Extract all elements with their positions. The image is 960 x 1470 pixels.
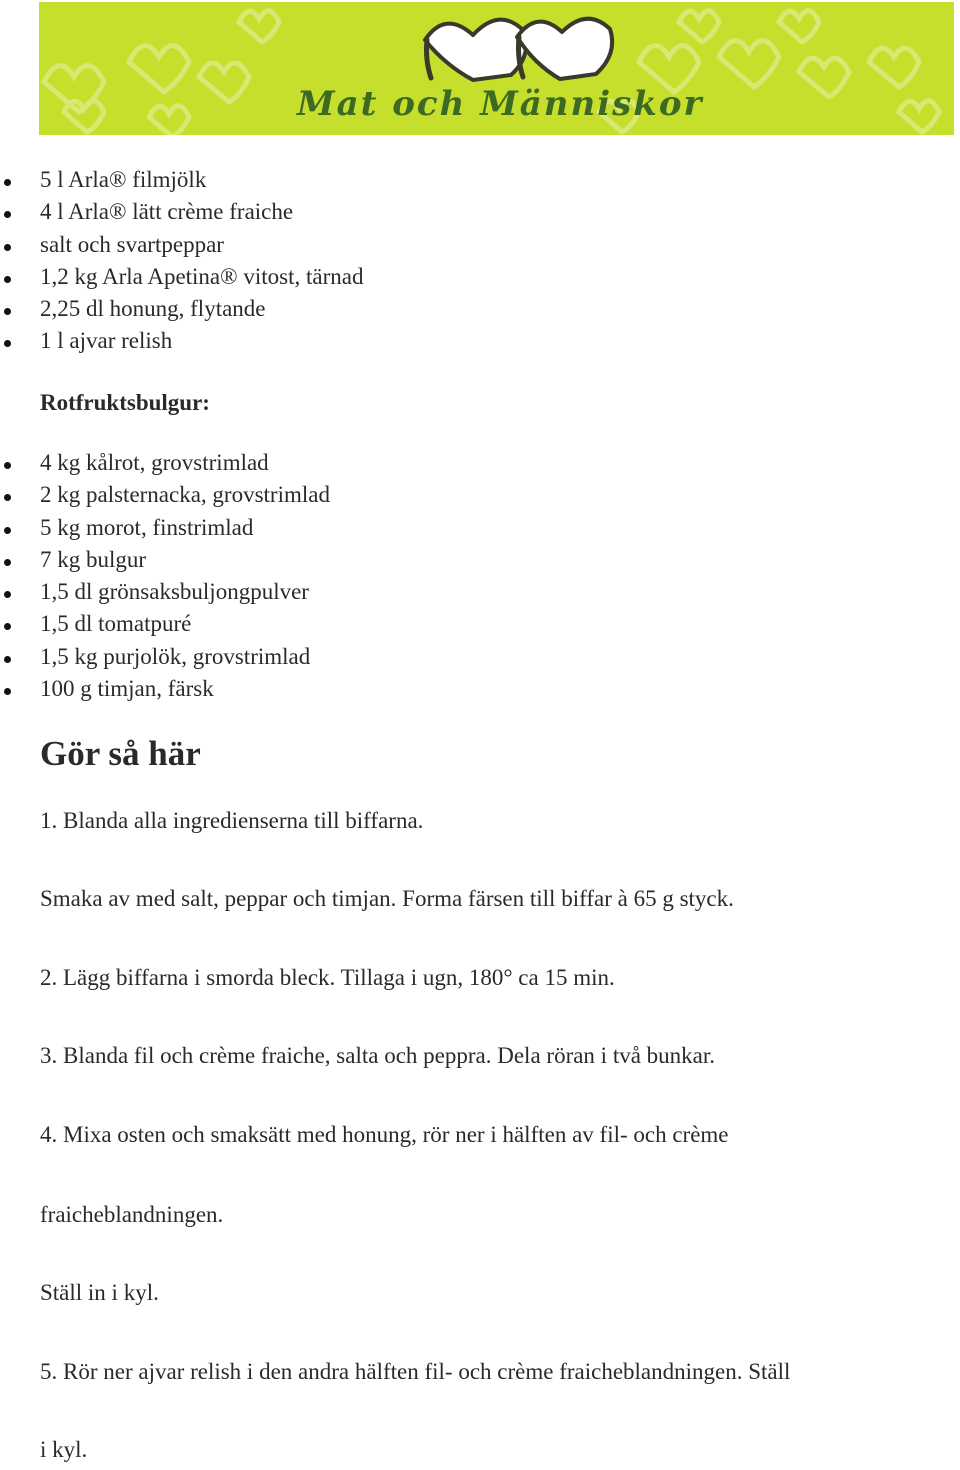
list-item: 100 g timjan, färsk: [0, 673, 330, 705]
list-item: 7 kg bulgur: [0, 544, 330, 576]
list-item: 1,5 dl grönsaksbuljongpulver: [0, 576, 330, 608]
header-banner: [39, 2, 954, 135]
instruction-step: Smaka av med salt, peppar och timjan. Forma färsen till biffar à 65 g styck.: [40, 886, 734, 911]
list-item: salt och svartpeppar: [0, 229, 363, 261]
ingredient-list: [0, 164, 363, 358]
list-item: 4 l Arla® lätt crème fraiche: [0, 196, 363, 228]
list-item: 1 l ajvar relish: [0, 325, 363, 357]
instructions-heading: Gör så här: [40, 734, 201, 773]
list-item: 1,2 kg Arla Apetina® vitost, tärnad: [0, 261, 363, 293]
instruction-step: 1. Blanda alla ingredienserna till biffarna.: [40, 808, 424, 833]
logo-text: Mat och Människor: [297, 84, 704, 124]
instruction-step: i kyl.: [40, 1437, 88, 1462]
rotfruktsbulgur-heading: Rotfruktsbulgur:: [40, 390, 210, 415]
list-item: 1,5 dl tomatpuré: [0, 608, 330, 640]
list-item: 5 l Arla® filmjölk: [0, 164, 363, 196]
instruction-step: 5. Rör ner ajvar relish i den andra hälften fil- och crème fraicheblandningen. Ställ: [40, 1359, 791, 1384]
instruction-step: 4. Mixa osten och smaksätt med honung, rör ner i hälften av fil- och crème: [40, 1122, 729, 1147]
instruction-step: 3. Blanda fil och crème fraiche, salta och peppra. Dela röran i två bunkar.: [40, 1043, 716, 1068]
instruction-step: Ställ in i kyl.: [40, 1280, 159, 1305]
list-item: 5 kg morot, finstrimlad: [0, 512, 330, 544]
instruction-step: 2. Lägg biffarna i smorda bleck. Tillaga i ugn, 180° ca 15 min.: [40, 965, 615, 990]
list-item: 2 kg palsternacka, grovstrimlad: [0, 479, 330, 511]
rotfrukt-ingredient-list: [0, 447, 330, 705]
instruction-step: fraicheblandningen.: [40, 1202, 224, 1227]
list-item: 1,5 kg purjolök, grovstrimlad: [0, 641, 330, 673]
list-item: 2,25 dl honung, flytande: [0, 293, 363, 325]
list-item: 4 kg kålrot, grovstrimlad: [0, 447, 330, 479]
